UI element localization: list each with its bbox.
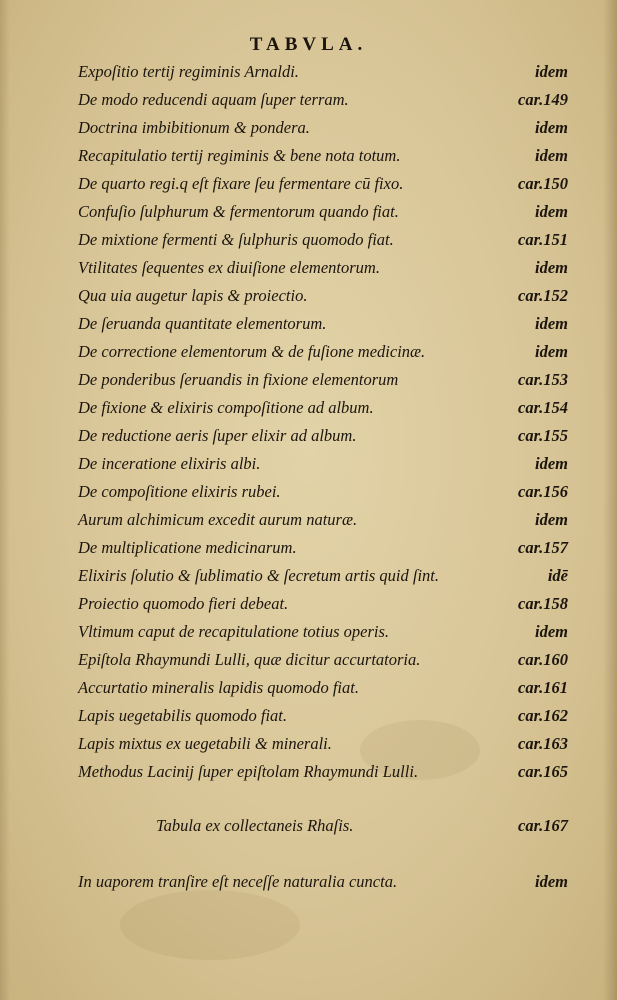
list-item <box>78 872 568 896</box>
entry-title: Confuſio ſulphurum & fermentorum quando fiat. <box>78 202 399 221</box>
list-item <box>78 286 568 310</box>
list-item <box>78 538 568 562</box>
list-item <box>78 174 568 198</box>
list-item <box>78 62 568 86</box>
list-item <box>78 118 568 142</box>
entry-title: Vltimum caput de recapitulatione totius operis. <box>78 622 390 641</box>
entry-reference: car.158 <box>518 594 568 613</box>
entry-title: De fixione & elixiris compoſitione ad album. <box>78 398 374 417</box>
entry-title: Doctrina imbibitionum & pondera. <box>78 118 310 137</box>
list-item <box>78 482 568 506</box>
entry-reference: idem <box>535 62 568 81</box>
entry-reference: car.163 <box>518 734 568 753</box>
list-item <box>78 146 568 170</box>
entry-reference: car.161 <box>518 678 568 697</box>
list-item <box>78 566 568 590</box>
entry-title: De ponderibus ſeruandis in fixione elementorum <box>78 370 399 389</box>
entry-reference: car.156 <box>518 482 568 501</box>
entry-title: Vtilitates ſequentes ex diuiſione elementorum. <box>78 258 380 277</box>
entry-title: Tabula ex collectaneis Rhaſis. <box>156 816 354 835</box>
list-item <box>78 398 568 422</box>
entry-title: Epiſtola Rhaymundi Lulli, quæ dicitur accurtatoria. <box>78 650 421 669</box>
entry-reference: idem <box>535 622 568 641</box>
entry-title: In uaporem tranſire eſt neceſſe naturalia cuncta. <box>78 872 398 891</box>
entry-reference: car.160 <box>518 650 568 669</box>
entry-reference: car.152 <box>518 286 568 305</box>
entry-title: Lapis uegetabilis quomodo fiat. <box>78 706 288 725</box>
list-item <box>78 230 568 254</box>
list-item <box>78 314 568 338</box>
entry-title: Recapitulatio tertij regiminis & bene nota totum. <box>78 146 401 165</box>
entry-reference: idem <box>535 146 568 165</box>
entry-title: De inceratione elixiris albi. <box>78 454 261 473</box>
list-item <box>78 370 568 394</box>
entry-title: Methodus Lacinij ſuper epiſtolam Rhaymundi Lulli. <box>78 762 419 781</box>
list-item <box>78 258 568 282</box>
entry-title: Lapis mixtus ex uegetabili & minerali. <box>78 734 332 753</box>
entry-reference: idem <box>535 510 568 529</box>
entry-reference: idem <box>535 258 568 277</box>
list-item <box>78 762 568 786</box>
entry-title: Aurum alchimicum excedit aurum naturæ. <box>78 510 358 529</box>
entry-reference: idem <box>535 872 568 891</box>
entry-title: Qua uia augetur lapis & proiectio. <box>78 286 308 305</box>
entry-reference: idē <box>547 566 568 585</box>
entry-reference: idem <box>535 454 568 473</box>
entry-title: Expoſitio tertij regiminis Arnaldi. <box>78 62 299 81</box>
list-item <box>78 454 568 478</box>
entry-title: De quarto regi.q eſt fixare ſeu fermentare cū fixo. <box>78 174 404 193</box>
entry-reference: car.153 <box>518 370 568 389</box>
entry-reference: car.150 <box>518 174 568 193</box>
entry-reference: idem <box>535 118 568 137</box>
list-item <box>78 734 568 758</box>
list-item <box>78 594 568 618</box>
page-right-shadow <box>603 0 617 1000</box>
list-item <box>78 90 568 114</box>
entry-reference: car.165 <box>518 762 568 781</box>
entry-reference: idem <box>535 202 568 221</box>
paper-stain <box>120 890 300 960</box>
entry-title: De correctione elementorum & de fuſione medicinæ. <box>78 342 426 361</box>
entry-reference: car.155 <box>518 426 568 445</box>
page-left-shadow <box>0 0 10 1000</box>
entry-reference: car.167 <box>518 816 568 835</box>
entry-title: Accurtatio mineralis lapidis quomodo fiat. <box>78 678 359 697</box>
entry-title: De mixtione fermenti & ſulphuris quomodo fiat. <box>78 230 394 249</box>
entry-reference: car.154 <box>518 398 568 417</box>
entry-title: De compoſitione elixiris rubei. <box>78 482 281 501</box>
entry-title: De reductione aeris ſuper elixir ad album. <box>78 426 357 445</box>
list-item <box>78 706 568 730</box>
entry-reference: car.151 <box>518 230 568 249</box>
list-item <box>78 426 568 450</box>
entry-reference: idem <box>535 314 568 333</box>
list-item <box>78 816 568 840</box>
entry-reference: idem <box>535 342 568 361</box>
entry-reference: car.157 <box>518 538 568 557</box>
list-item <box>78 678 568 702</box>
list-item <box>78 202 568 226</box>
entry-title: De multiplicatione medicinarum. <box>78 538 297 557</box>
entry-title: De modo reducendi aquam ſuper terram. <box>78 90 349 109</box>
entry-reference: car.162 <box>518 706 568 725</box>
entry-title: De ſeruanda quantitate elementorum. <box>78 314 327 333</box>
page-header: TABVLA. <box>249 34 368 55</box>
list-item <box>78 510 568 534</box>
entry-title: Elixiris ſolutio & ſublimatio & ſecretum artis quid ſint. <box>78 566 440 585</box>
list-item <box>78 650 568 674</box>
list-item <box>78 622 568 646</box>
entry-reference: car.149 <box>518 90 568 109</box>
list-item <box>78 342 568 366</box>
entry-title: Proiectio quomodo fieri debeat. <box>78 594 289 613</box>
